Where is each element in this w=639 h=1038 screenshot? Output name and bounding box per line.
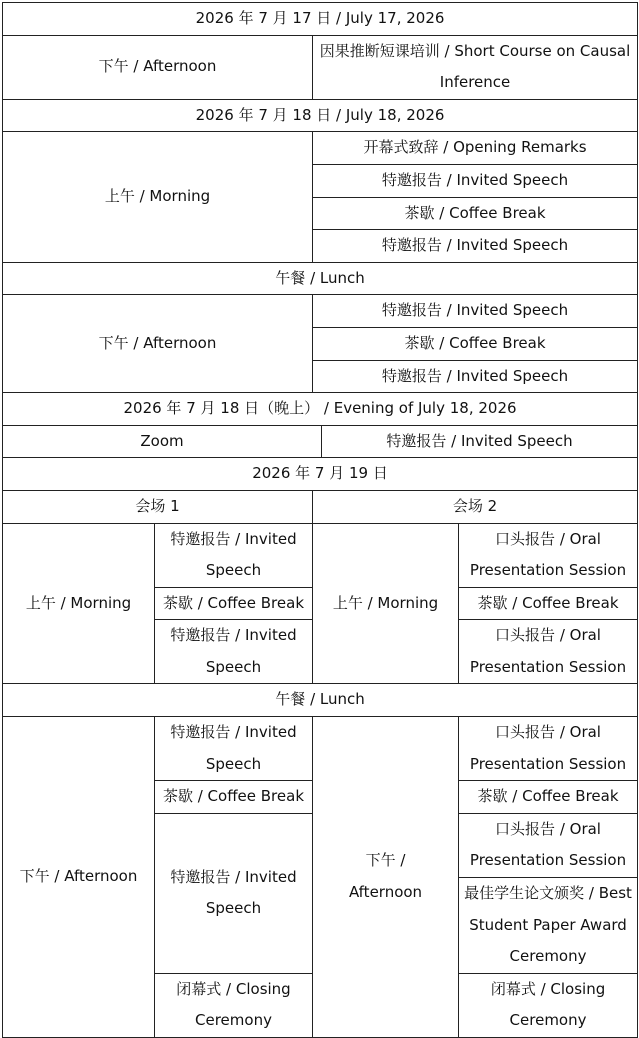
venue1-afternoon-item: 特邀报告 / Invited Speech <box>155 813 313 973</box>
venue1-morning-item: 特邀报告 / Invited Speech <box>155 523 313 587</box>
venue2-morning-item: 口头报告 / Oral Presentation Session <box>459 523 638 587</box>
venue1-afternoon-label: 下午 / Afternoon <box>3 717 155 1038</box>
venue2-afternoon-item: 最佳学生论文颁奖 / Best Student Paper Award Ceremony <box>459 878 638 974</box>
venue1-morning-item: 茶歇 / Coffee Break <box>155 587 313 620</box>
day2-afternoon-item: 特邀报告 / Invited Speech <box>313 360 638 393</box>
venue1-morning-label: 上午 / Morning <box>3 523 155 684</box>
venue2-afternoon-label: 下午 / Afternoon <box>313 717 459 1038</box>
evening-date: 2026 年 7 月 18 日（晚上） / Evening of July 18, 2026 <box>3 393 638 426</box>
day1-afternoon-label: 下午 / Afternoon <box>3 35 313 99</box>
day2-lunch: 午餐 / Lunch <box>3 262 638 295</box>
day1-header-row <box>3 3 638 36</box>
venue1-morning-item: 特邀报告 / Invited Speech <box>155 620 313 684</box>
schedule-table <box>2 2 638 1038</box>
day2-morning-item: 特邀报告 / Invited Speech <box>313 164 638 197</box>
venue1-afternoon-item: 闭幕式 / Closing Ceremony <box>155 973 313 1037</box>
day2-afternoon-item: 特邀报告 / Invited Speech <box>313 295 638 328</box>
day1-date: 2026 年 7 月 17 日 / July 17, 2026 <box>3 3 638 36</box>
day3-lunch: 午餐 / Lunch <box>3 684 638 717</box>
venue2-morning-item: 口头报告 / Oral Presentation Session <box>459 620 638 684</box>
day2-morning-label: 上午 / Morning <box>3 132 313 262</box>
day2-afternoon-item: 茶歇 / Coffee Break <box>313 327 638 360</box>
day2-header-row <box>3 99 638 132</box>
venue1-afternoon-item: 茶歇 / Coffee Break <box>155 781 313 814</box>
venue2-afternoon-item: 口头报告 / Oral Presentation Session <box>459 813 638 877</box>
venue2-morning-label: 上午 / Morning <box>313 523 459 684</box>
venue1-header: 会场 1 <box>3 490 313 523</box>
short-course-item: 因果推断短课培训 / Short Course on Causal Inference <box>313 35 638 99</box>
venue2-morning-item: 茶歇 / Coffee Break <box>459 587 638 620</box>
day2-date: 2026 年 7 月 18 日 / July 18, 2026 <box>3 99 638 132</box>
day2-morning-item: 开幕式致辞 / Opening Remarks <box>313 132 638 165</box>
venue2-header: 会场 2 <box>313 490 638 523</box>
venue2-afternoon-item: 口头报告 / Oral Presentation Session <box>459 717 638 781</box>
day2-morning-item: 茶歇 / Coffee Break <box>313 197 638 230</box>
day3-date: 2026 年 7 月 19 日 <box>3 458 638 491</box>
evening-platform: Zoom <box>3 425 322 458</box>
venue2-afternoon-item: 闭幕式 / Closing Ceremony <box>459 973 638 1037</box>
evening-item: 特邀报告 / Invited Speech <box>322 425 638 458</box>
venue1-afternoon-item: 特邀报告 / Invited Speech <box>155 717 313 781</box>
venue2-afternoon-item: 茶歇 / Coffee Break <box>459 781 638 814</box>
day2-morning-item: 特邀报告 / Invited Speech <box>313 230 638 263</box>
day1-afternoon-row <box>3 35 638 99</box>
day2-afternoon-label: 下午 / Afternoon <box>3 295 313 393</box>
